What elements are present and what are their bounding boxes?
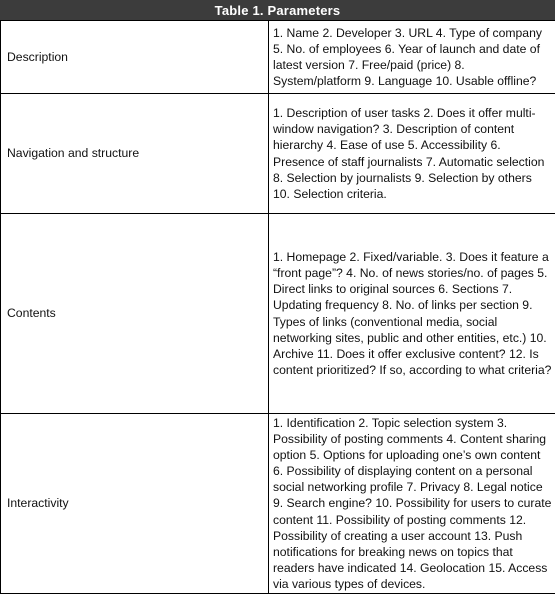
parameter-cell: Description	[1, 21, 269, 94]
table-row	[1, 214, 555, 414]
details-cell: 1. Identification 2. Topic selection system 3. Possibility of posting comments 4. Content sharing option 5. Options for uploading one’s own content 6. Possibility of displaying content on a personal social networking profile 7. Privacy 8. Legal notice 9. Search engine? 10. Possibility for users to curate content 11. Possibility of posting comments 12. Possibility of creating a user account 13. Push notifications for breaking news on topics that readers have indicated 14. Geolocation 15. Access via various types of devices.	[269, 414, 555, 594]
details-cell: 1. Homepage 2. Fixed/variable. 3. Does it feature a “front page”? 4. No. of news stories/no. of pages 5. Direct links to original sources 6. Sections 7. Updating frequency 8. No. of links per section 9. Types of links (conventional media, social networking sites, public and other entities, etc.) 10. Archive 11. Does it offer exclusive content? 12. Is content prioritized? If so, according to what criteria?	[269, 214, 555, 414]
table-row	[1, 94, 555, 214]
parameters-grid	[0, 20, 555, 594]
details-cell: 1. Name 2. Developer 3. URL 4. Type of company 5. No. of employees 6. Year of launch and date of latest version 7. Free/paid (price) 8. System/platform 9. Language 10. Usable offline?	[269, 21, 555, 94]
parameter-cell: Contents	[1, 214, 269, 414]
table-title: Table 1. Parameters	[0, 0, 555, 20]
table-row	[1, 21, 555, 94]
details-cell: 1. Description of user tasks 2. Does it offer multi-window navigation? 3. Description of content hierarchy 4. Ease of use 5. Accessibility 6. Presence of staff journalists 7. Automatic selection 8. Selection by journalists 9. Selection by others 10. Selection criteria.	[269, 94, 555, 214]
parameter-cell: Interactivity	[1, 414, 269, 594]
table-row	[1, 414, 555, 594]
parameter-cell: Navigation and structure	[1, 94, 269, 214]
